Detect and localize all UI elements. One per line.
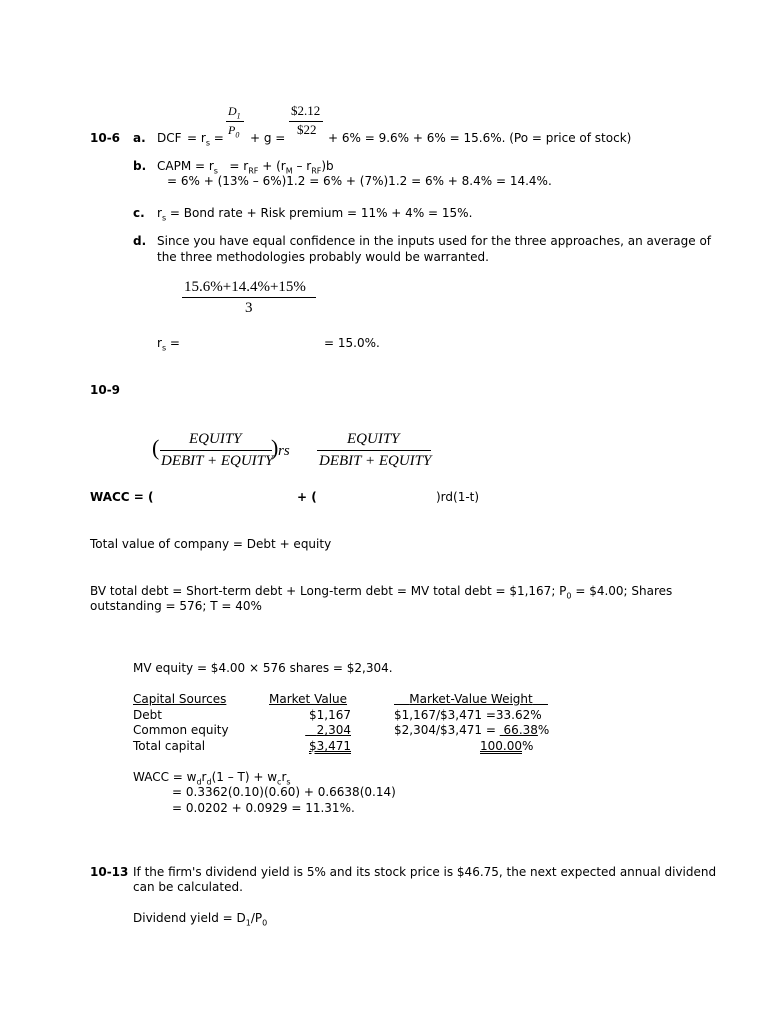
bv-debt-line1: BV total debt = Short-term debt + Long-term debt = MV total debt = $1,167; $P_0$ = $4.00; Shares — [90, 584, 673, 601]
dcf-frac2-numerator: $2.12 — [291, 103, 321, 118]
dcf-label: DCF — [157, 131, 182, 145]
part-b-label: b. — [133, 159, 147, 173]
equity-frac1-bar — [160, 450, 272, 451]
part-d-label: d. — [133, 234, 147, 248]
table-cell-weight: 100.00% — [480, 739, 534, 753]
dcf-frac1-numerator: $D_1$ — [228, 104, 241, 121]
part-d-line2: the three methodologies probably would be warranted. — [157, 250, 489, 264]
average-denominator: 3 — [245, 300, 253, 316]
table-cell-source: Total capital — [133, 739, 206, 753]
wacc-result: = 0.0202 + 0.0929 = 11.31%. — [172, 801, 355, 815]
part-d-line1: Since you have equal confidence in the inputs used for the three approaches, an average of — [157, 234, 712, 248]
table-cell-value: $3,471 — [309, 739, 351, 753]
table-cell-source: Common equity — [133, 723, 229, 737]
bv-debt-line2: outstanding = 576; T = 40% — [90, 599, 262, 613]
equity-frac2-denominator: DEBIT + EQUITY — [319, 453, 432, 469]
table-cell-weight: $2,304/$3,471 = 66.38% — [394, 723, 550, 737]
dcf-frac1-denominator: $P_0$ — [228, 123, 240, 140]
capm-formula: CAPM = $r_s = r_{RF} + (r_M - r_{RF})b$ — [157, 159, 334, 176]
dividend-yield-formula: Dividend yield = $D_1/P_0$ — [133, 911, 268, 928]
dcf-frac1-bar — [226, 121, 244, 122]
open-paren: ( — [152, 435, 160, 460]
wacc-label: WACC = ( — [90, 490, 154, 504]
bond-yield-formula: $r_s$ = Bond rate + Risk premium = 11% + 4% = 15%. — [157, 206, 473, 223]
table-cell-weight: $1,167/$3,471 =33.62% — [394, 708, 542, 722]
problem-number: 10-13 — [90, 865, 129, 879]
part-c-label: c. — [133, 206, 145, 220]
capm-calculation: = 6% + (13% – 6%)1.2 = 6% + (7%)1.2 = 6% + 8.4% = 14.4%. — [167, 174, 552, 188]
wacc-rd-term: )rd(1-t) — [436, 490, 480, 504]
problem-text-line1: If the firm's dividend yield is 5% and its stock price is $46.75, the next expected annual dividend — [133, 865, 717, 879]
average-bar — [182, 297, 316, 298]
equity-frac1-denominator: DEBIT + EQUITY — [161, 453, 274, 469]
problem-number: 10-9 — [90, 383, 121, 397]
table-header: Market-Value Weight — [409, 692, 533, 706]
part-a-label: a. — [133, 131, 146, 145]
equity-frac2-bar — [317, 450, 431, 451]
wacc-substitution: = 0.3362(0.10)(0.60) + 0.6638(0.14) — [172, 785, 396, 799]
rs-term: rs — [278, 443, 290, 459]
dcf-equals-rs: = $r_s$ = — [187, 131, 224, 148]
table-cell-value: $1,167 — [309, 708, 351, 722]
table-cell-value: 2,304 — [316, 723, 351, 737]
dcf-plus-g: + g = — [250, 131, 286, 145]
table-header: Capital Sources — [133, 692, 227, 706]
close-paren: ) — [271, 435, 279, 460]
equity-frac2-numerator: EQUITY — [347, 431, 400, 447]
rs-label: $r_s$ = — [157, 336, 180, 353]
wacc-formula: WACC = $w_dr_d(1 - T) + w_cr_s$ — [133, 770, 291, 787]
total-value-line: Total value of company = Debt + equity — [90, 537, 332, 551]
average-numerator: 15.6%+14.4%+15% — [184, 279, 306, 295]
wacc-plus: + ( — [297, 490, 317, 504]
dcf-frac2-denominator: $22 — [297, 122, 317, 137]
mv-equity-line: MV equity = $4.00 × 576 shares = $2,304. — [133, 661, 393, 675]
table-header: Market Value — [269, 692, 348, 706]
equity-frac1-numerator: EQUITY — [189, 431, 242, 447]
problem-text-line2: can be calculated. — [133, 880, 243, 894]
dcf-result: + 6% = 9.6% + 6% = 15.6%. (Po = price of stock) — [328, 131, 632, 145]
rs-result: = 15.0%. — [324, 336, 380, 350]
problem-number: 10-6 — [90, 131, 121, 145]
table-cell-source: Debt — [133, 708, 162, 722]
